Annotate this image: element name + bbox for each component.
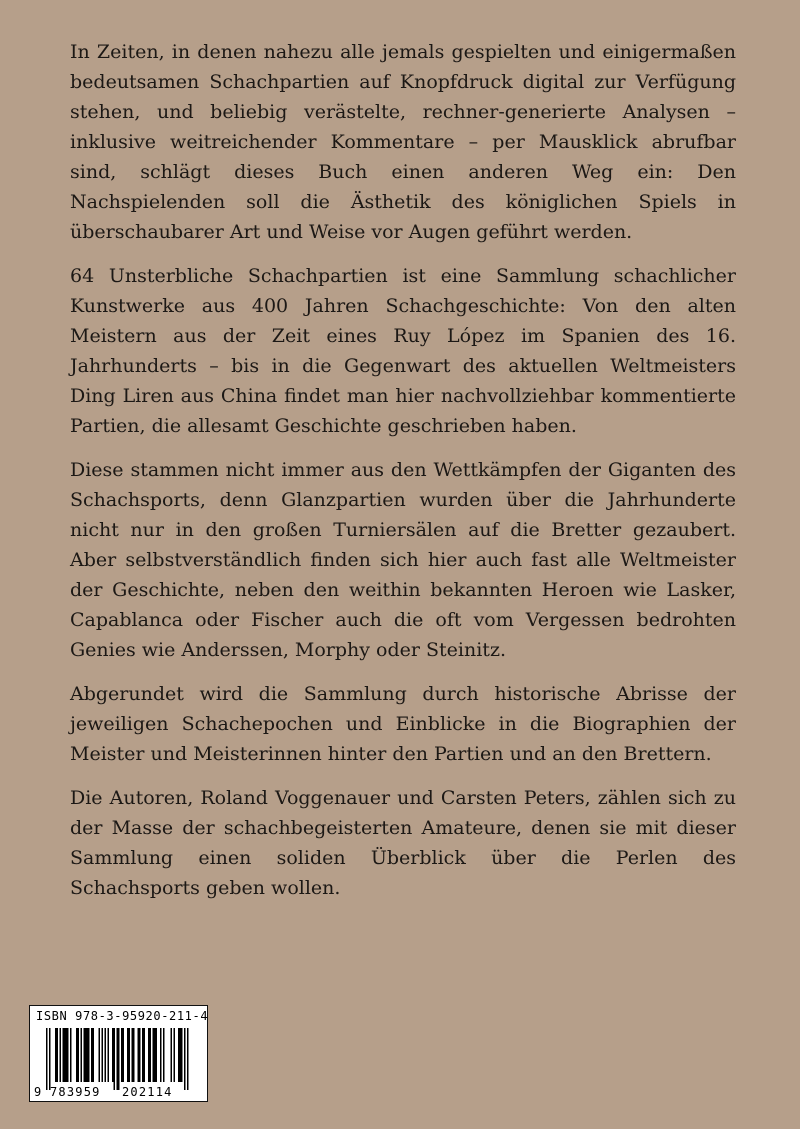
- paragraph-giants: Diese stammen nicht immer aus den Wettkämpfen der Giganten des Schachsports, denn Glanzpartien wurden über die Jahrhunderte nicht nur in den großen Turniersälen auf die Bretter gezaubert. Aber selbstverständlich finden sich hier auch fast alle Weltmeister der Geschichte, neben den weithin bekannten Heroen wie Lasker, Capablanca oder Fischer auch die oft vom Vergessen bedrohten Genies wie Anderssen, Morphy oder Steinitz.: [70, 459, 736, 661]
- barcode-lead-digit: 9: [34, 1085, 42, 1099]
- paragraph-history: Abgerundet wird die Sammlung durch historische Abrisse der jeweiligen Schachepochen und Einblicke in die Biographien der Meister und Meisterinnen hinter den Partien und an den Brettern.: [70, 683, 736, 765]
- barcode-bar: [163, 1028, 165, 1082]
- barcode-bar: [129, 1028, 131, 1082]
- barcode-bar: [64, 1028, 66, 1082]
- barcode-bar: [66, 1028, 68, 1082]
- barcode-bar: [121, 1028, 123, 1082]
- barcode-digits-right: 202114: [122, 1085, 173, 1099]
- barcode-bar: [76, 1028, 78, 1082]
- barcode-bar: [114, 1028, 116, 1090]
- back-cover-text: [70, 37, 736, 917]
- barcode-bar: [49, 1028, 51, 1090]
- barcode-bar: [156, 1028, 158, 1082]
- isbn-label: ISBN 978-3-95920-211-4: [36, 1009, 209, 1023]
- barcode-bar: [184, 1028, 186, 1090]
- barcode-bar: [105, 1028, 107, 1082]
- barcode-bar: [178, 1028, 180, 1082]
- barcode-bar: [63, 1028, 65, 1082]
- paragraph-authors: Die Autoren, Roland Voggenauer und Carsten Peters, zählen sich zu der Masse der schachbegeisterten Amateure, denen sie mit dieser Sammlung einen soliden Überblick über die Perlen des Schachsports geben wollen.: [70, 787, 736, 899]
- barcode-bar: [81, 1028, 83, 1082]
- barcode-bar: [88, 1028, 90, 1082]
- barcode-bar: [160, 1028, 162, 1082]
- barcode-bar: [87, 1028, 89, 1082]
- barcode-bar: [153, 1028, 155, 1082]
- barcode-bar: [148, 1028, 150, 1082]
- barcode-bar: [150, 1028, 152, 1082]
- barcode-bar: [139, 1028, 141, 1082]
- barcode-bar: [174, 1028, 176, 1082]
- barcode-bar: [55, 1028, 57, 1082]
- barcode-bar: [138, 1028, 140, 1082]
- barcode-bar: [67, 1028, 69, 1082]
- barcode-bar: [112, 1028, 114, 1082]
- paragraph-collection: 64 Unsterbliche Schachpartien ist eine Sammlung schachlicher Kunstwerke aus 400 Jahren Schachgeschichte: Von den alten Meistern aus der Zeit eines Ruy López im Spanien des 16. Jahrhunderts – bis in die Gegenwart des aktuellen Weltmeisters Ding Liren aus China findet man hier nachvollziehbar kommentierte Partien, die allesamt Geschichte geschrieben haben.: [70, 265, 736, 437]
- barcode-bar: [154, 1028, 156, 1082]
- barcode-bar: [187, 1028, 189, 1090]
- barcode-bar: [91, 1028, 93, 1082]
- barcode-digits-left: 783959: [50, 1085, 101, 1099]
- barcode-bar: [144, 1028, 146, 1082]
- barcode-bar: [117, 1028, 119, 1090]
- barcode-bar: [132, 1028, 134, 1082]
- isbn-barcode: [29, 1005, 208, 1102]
- barcode-bar: [99, 1028, 101, 1082]
- barcode-bar: [142, 1028, 144, 1082]
- barcode-bar: [181, 1028, 183, 1082]
- barcode-bar: [84, 1028, 86, 1082]
- barcode-bar: [108, 1028, 110, 1082]
- barcode-bar: [102, 1028, 104, 1082]
- barcode-bar: [133, 1028, 135, 1082]
- paragraph-intro: In Zeiten, in denen nahezu alle jemals gespielten und einigermaßen bedeutsamen Schachpartien auf Knopfdruck digital zur Verfügung stehen, und beliebig verästelte, rechner-generierte Analysen – inklusive weitreichender Kommentare – per Mausklick abrufbar sind, schlägt dieses Buch einen anderen Weg ein: Den Nachspielenden soll die Ästhetik des königlichen Spiels in überschaubarer Art und Weise vor Augen geführt werden.: [70, 41, 736, 243]
- barcode-bar: [70, 1028, 72, 1082]
- barcode-bar: [60, 1028, 62, 1082]
- barcode-bar: [78, 1028, 80, 1082]
- barcode-bar: [180, 1028, 182, 1082]
- barcode-bar: [123, 1028, 125, 1082]
- barcode-bar: [118, 1028, 120, 1090]
- barcode-bar: [85, 1028, 87, 1082]
- barcode-bar: [93, 1028, 95, 1082]
- barcode-bar: [171, 1028, 173, 1082]
- barcode-bar: [127, 1028, 129, 1082]
- barcode-bar: [57, 1028, 59, 1082]
- barcode-bar: [46, 1028, 48, 1090]
